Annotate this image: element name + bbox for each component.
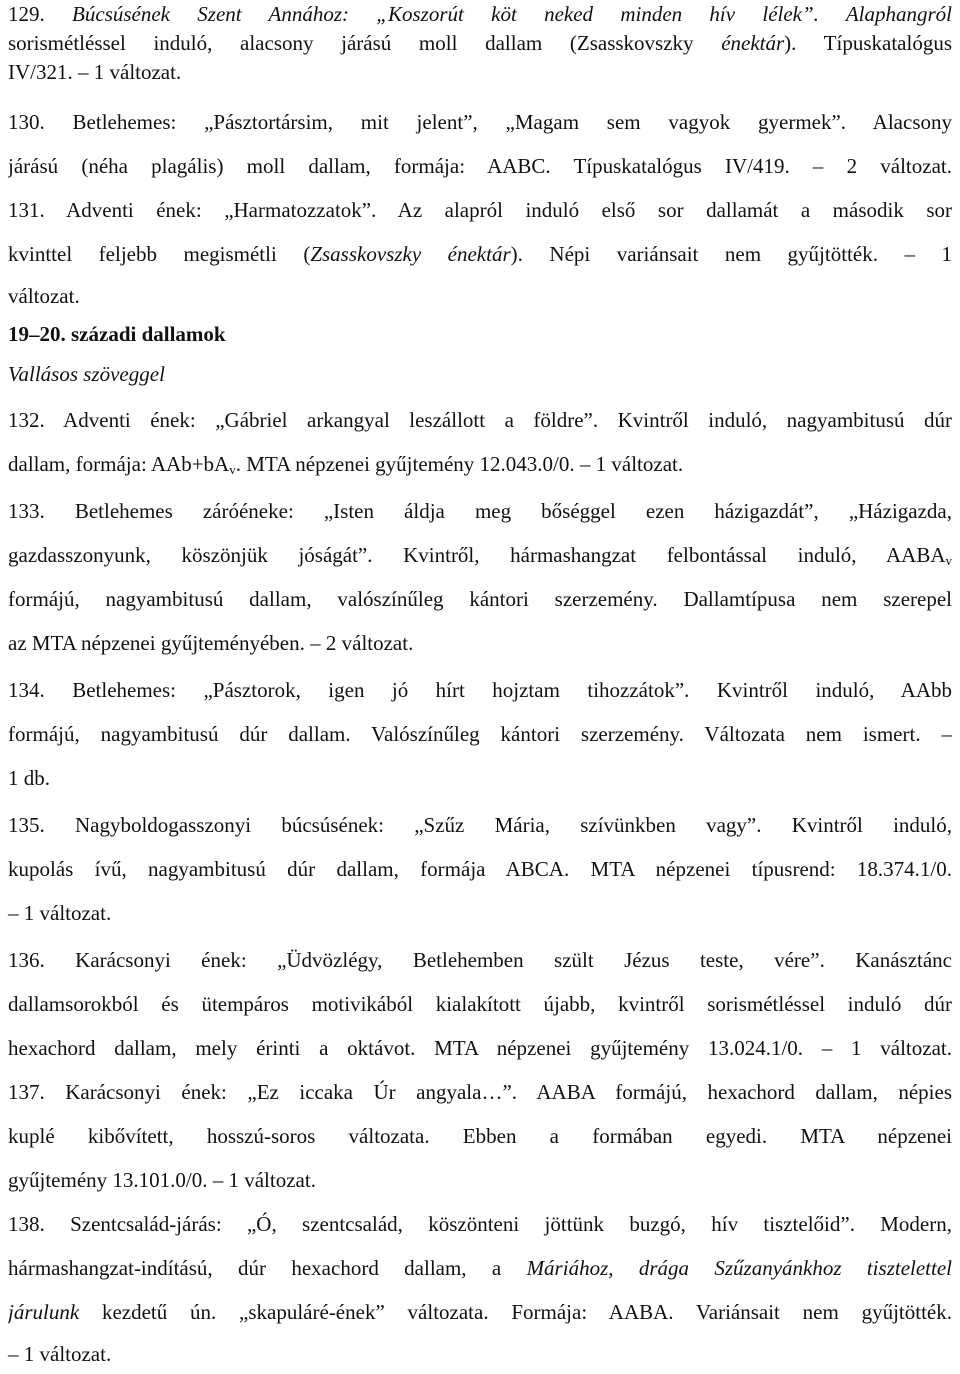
entry-131-line-2: kvinttel feljebb megismétli (Zsasskovszky énektár). Népi variánsait nem gyűjtötték. – 1	[8, 242, 952, 266]
entry-129-line-3: IV/321. – 1 változat.	[8, 60, 182, 84]
entry-133	[8, 489, 952, 665]
entry-132	[8, 398, 952, 486]
entry-138	[8, 1202, 952, 1374]
entry-133-line-3: formájú, nagyambitusú dallam, valószínűleg kántori szerzemény. Dallamtípusa nem szerepel	[8, 587, 952, 611]
section-heading: 19–20. századi dallamok	[8, 322, 226, 346]
entry-129-line-1: 129. Búcsúsének Szent Annához: „Koszorút köt neked minden hív lélek”. Alaphangról	[8, 2, 952, 26]
entry-133-line-4: az MTA népzenei gyűjteményében. – 2 változat.	[8, 631, 414, 655]
entry-134-line-3: 1 db.	[8, 766, 50, 790]
entry-137-line-1: 137. Karácsonyi ének: „Ez iccaka Úr angyala…”. AABA formájú, hexachord dallam, népies	[8, 1080, 952, 1104]
entry-136	[8, 938, 952, 1070]
entry-136-line-3: hexachord dallam, mely érinti a oktávot. MTA népzenei gyűjtemény 13.024.1/0. – 1 változat.	[8, 1036, 952, 1060]
entry-130-line-1: 130. Betlehemes: „Pásztortársim, mit jelent”, „Magam sem vagyok gyermek”. Alacsony	[8, 110, 952, 134]
entry-131-line-3: változat.	[8, 284, 80, 308]
entry-137	[8, 1070, 952, 1202]
entry-134-line-1: 134. Betlehemes: „Pásztorok, igen jó hírt hojztam tihozzátok”. Kvintről induló, AAbb	[8, 678, 952, 702]
entry-138-line-3: járulunk kezdetű ún. „skapuláré-ének” változata. Formája: AABA. Variánsait nem gyűjtötték.	[8, 1300, 952, 1324]
entry-134	[8, 668, 952, 800]
section-subheading: Vallásos szöveggel	[8, 362, 165, 386]
entry-131	[8, 188, 952, 316]
entry-135-line-2: kupolás ívű, nagyambitusú dúr dallam, formája ABCA. MTA népzenei típusrend: 18.374.1/0.	[8, 857, 952, 881]
entry-135-line-1: 135. Nagyboldogasszonyi búcsúsének: „Szűz Mária, szívünkben vagy”. Kvintről induló,	[8, 813, 952, 837]
entry-137-line-2: kuplé kibővített, hosszú-soros változata. Ebben a formában egyedi. MTA népzenei	[8, 1124, 952, 1148]
entry-133-line-1: 133. Betlehemes záróéneke: „Isten áldja meg bőséggel ezen házigazdát”, „Házigazda,	[8, 499, 952, 523]
entry-138-line-4: – 1 változat.	[8, 1342, 112, 1366]
entry-132-line-2: dallam, formája: $AAb+bA_v$. MTA népzenei gyűjtemény 12.043.0/0. – 1 változat.	[8, 452, 684, 477]
entry-138-line-2: hármashangzat-indítású, dúr hexachord dallam, a Máriához, drága Szűzanyánkhoz tisztelettel	[8, 1256, 952, 1280]
entry-136-line-2: dallamsorokból és ütempáros motivikából kialakított újabb, kvintről sorismétléssel induló dúr	[8, 992, 952, 1016]
entry-137-line-3: gyűjtemény 13.101.0/0. – 1 változat.	[8, 1168, 316, 1192]
entry-135-line-3: – 1 változat.	[8, 901, 112, 925]
entry-129	[8, 0, 952, 87]
entry-138-line-1: 138. Szentcsalád-járás: „Ó, szentcsalád, köszönteni jöttünk buzgó, hív tisztelőid”. Modern,	[8, 1212, 952, 1236]
entry-136-line-1: 136. Karácsonyi ének: „Üdvözlégy, Betlehemben szült Jézus teste, vére”. Kanásztánc	[8, 948, 952, 972]
entry-135	[8, 803, 952, 935]
entry-134-line-2: formájú, nagyambitusú dúr dallam. Valószínűleg kántori szerzemény. Változata nem ismert. –	[8, 722, 952, 746]
entry-130-line-2: járású (néha plagális) moll dallam, formája: AABC. Típuskatalógus IV/419. – 2 változat.	[8, 154, 952, 178]
entry-130	[8, 100, 952, 188]
entry-129-line-2: sorismétléssel induló, alacsony járású moll dallam (Zsasskovszky énektár). Típuskatalógus	[8, 31, 952, 55]
entry-131-line-1: 131. Adventi ének: „Harmatozzatok”. Az alapról induló első sor dallamát a második sor	[8, 198, 952, 222]
entry-132-line-1: 132. Adventi ének: „Gábriel arkangyal leszállott a földre”. Kvintről induló, nagyambitusú dúr	[8, 408, 952, 432]
entry-133-line-2: gazdasszonyunk, köszönjük jóságát”. Kvintről, hármashangzat felbontással induló, $AABA_v$	[8, 543, 952, 568]
